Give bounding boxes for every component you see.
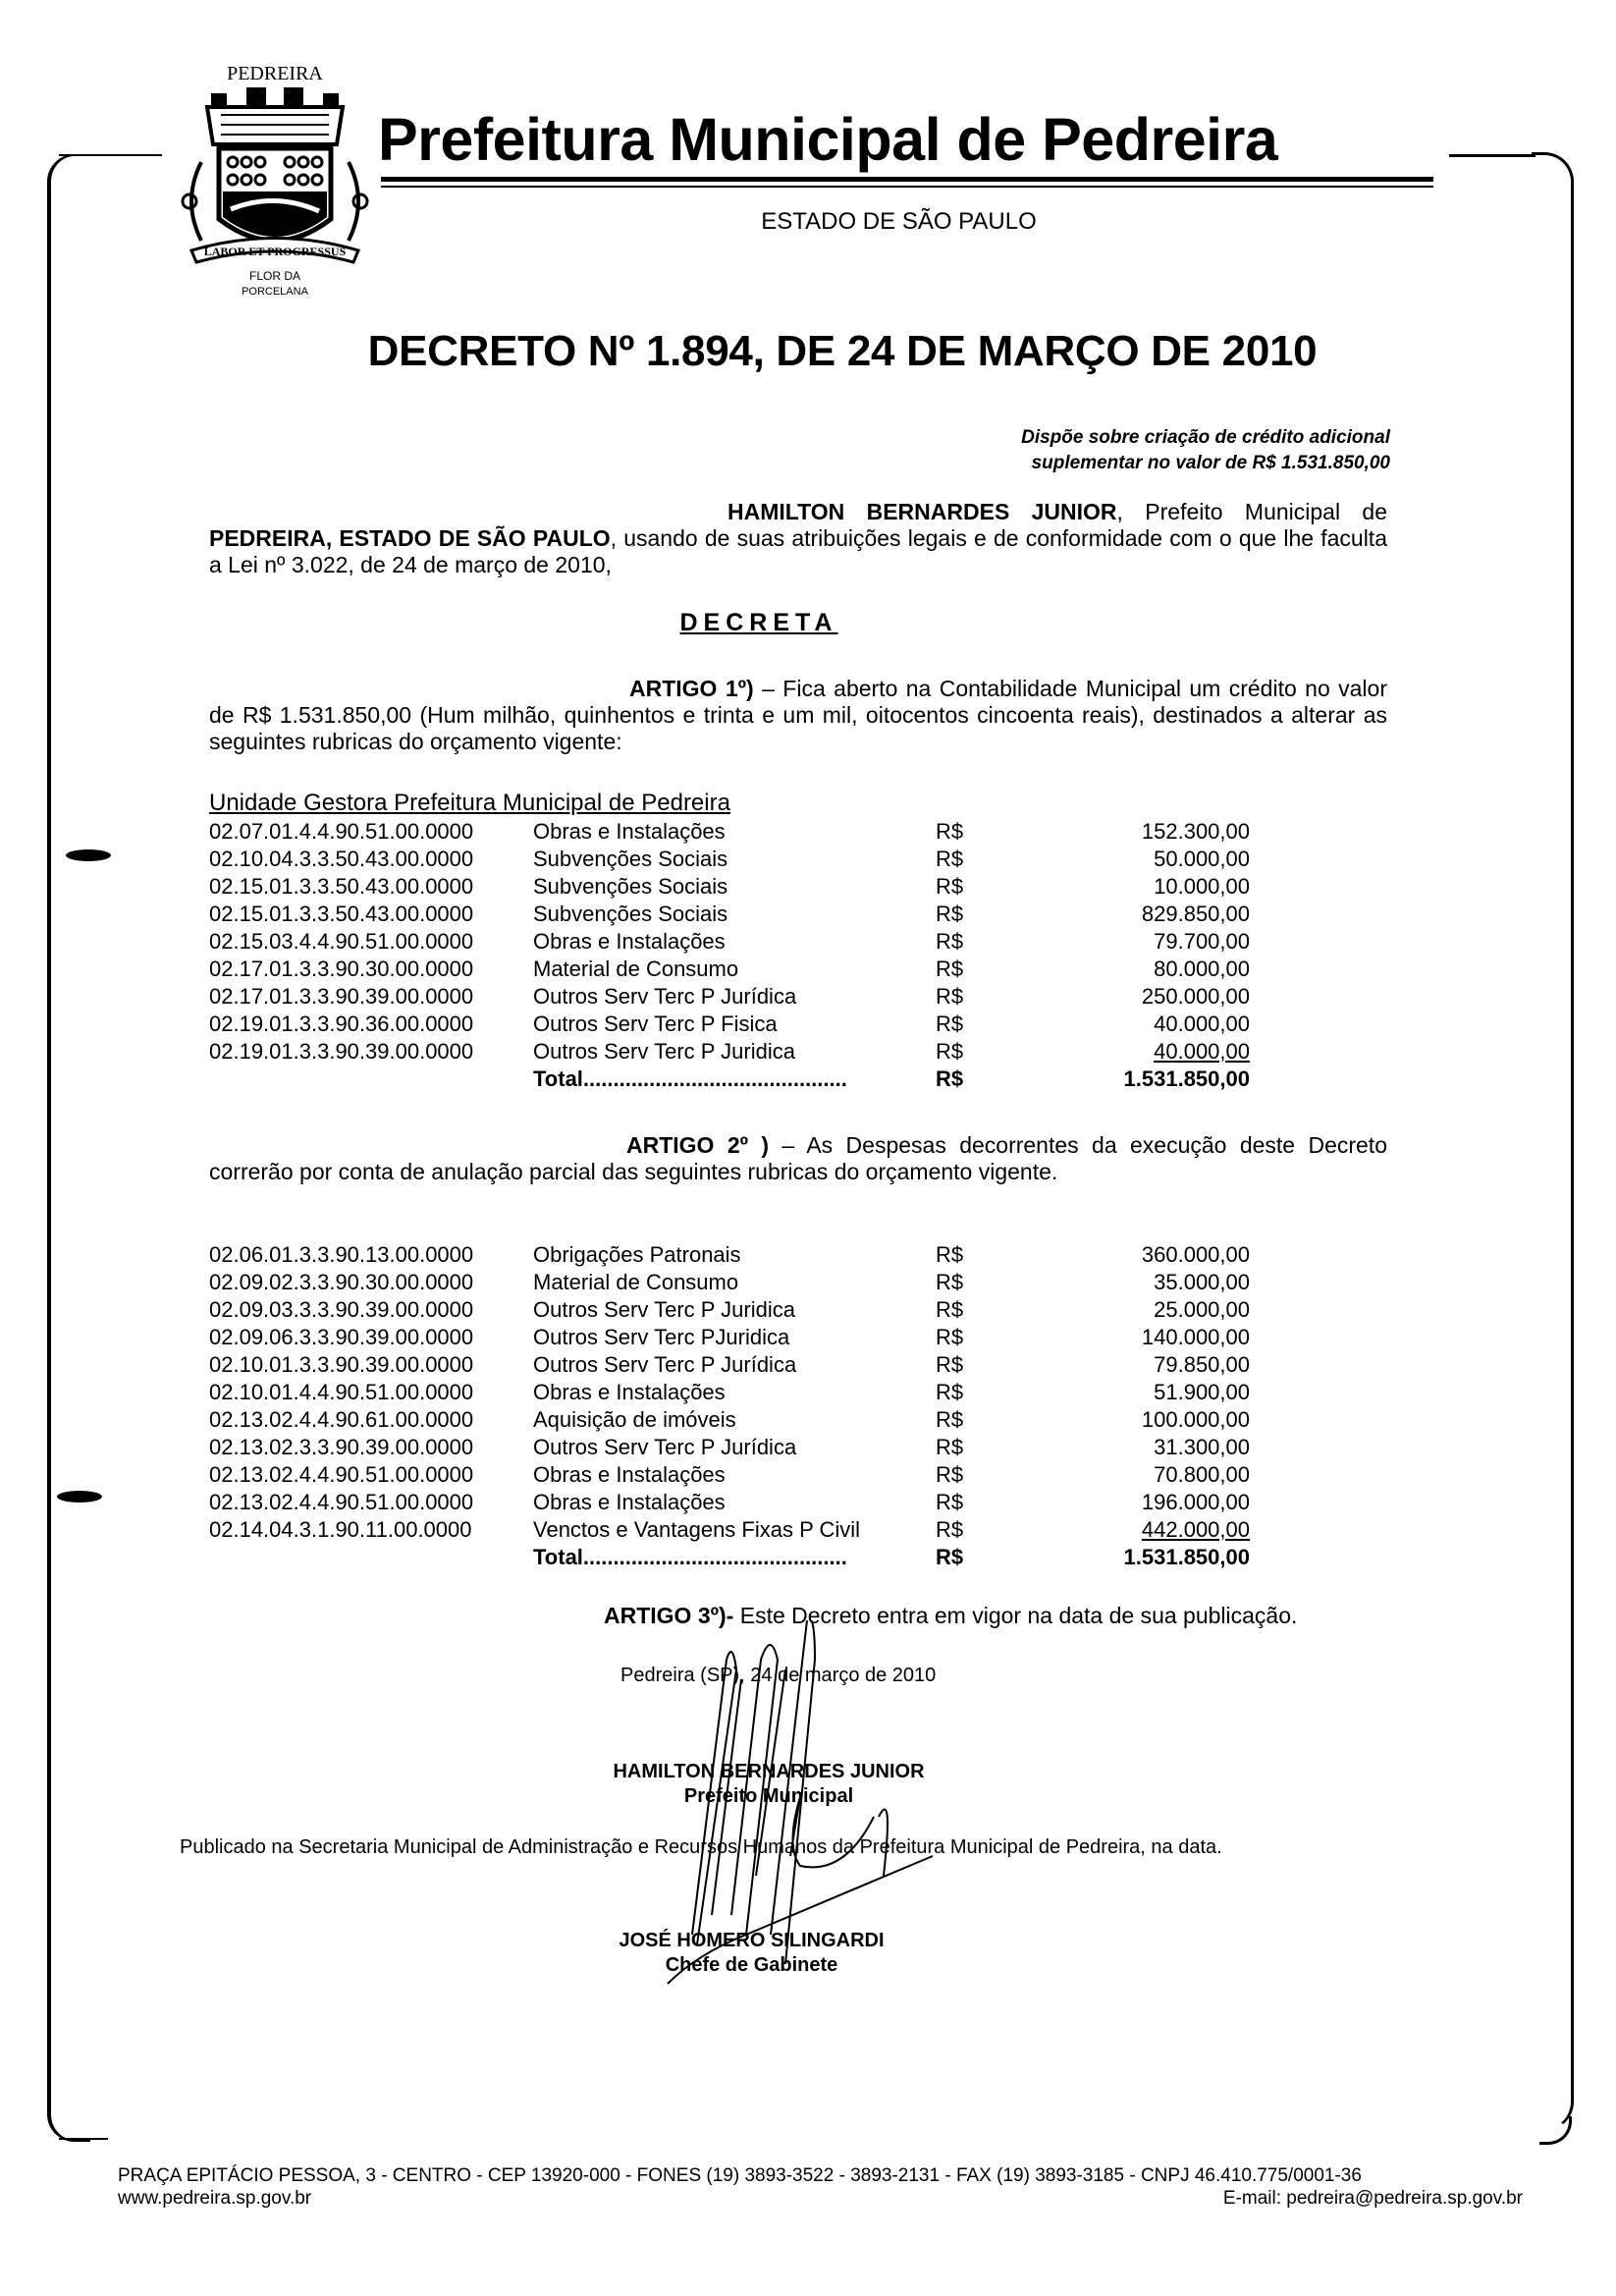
code-cell: 02.10.01.4.4.90.51.00.0000 bbox=[209, 1380, 474, 1404]
footer-address: PRAÇA EPITÁCIO PESSOA, 3 - CENTRO - CEP 13920-000 - FONES (19) 3893-3522 - 3893-2131 - FAX (19) 3893-3185 - CNPJ 46.410.775/0001-36 bbox=[118, 2165, 1362, 2186]
currency-cell: R$ bbox=[936, 1270, 964, 1294]
total-label: Total............................................ bbox=[533, 1545, 847, 1569]
title-rule-thin bbox=[381, 186, 1433, 188]
total-label: Total............................................ bbox=[533, 1066, 847, 1091]
currency-cell: R$ bbox=[936, 1435, 964, 1459]
punch-hole bbox=[57, 1491, 102, 1503]
description-cell: Outros Serv Terc P Fisica bbox=[533, 1011, 778, 1036]
currency-cell: R$ bbox=[936, 874, 964, 899]
currency-cell: R$ bbox=[936, 1242, 964, 1267]
value-cell: 140.000,00 bbox=[1141, 1325, 1250, 1349]
municipal-crest-icon bbox=[162, 54, 388, 300]
decree-title-text: DECRETO Nº 1.894, DE 24 DE MARÇO DE 2010 bbox=[367, 327, 1318, 375]
value-cell: 250.000,00 bbox=[1141, 984, 1250, 1009]
value-cell: 50.000,00 bbox=[1154, 847, 1250, 871]
artigo2-label: ARTIGO 2º ) bbox=[626, 1132, 770, 1158]
total-currency: R$ bbox=[936, 1545, 964, 1569]
value-cell-underlined: 40.000,00 bbox=[1154, 1039, 1250, 1064]
table-row bbox=[209, 1489, 1250, 1516]
decreta-heading bbox=[0, 609, 1616, 637]
table-row bbox=[209, 901, 1250, 928]
description-cell: Obras e Instalações bbox=[533, 819, 726, 844]
table-row bbox=[209, 873, 1250, 901]
currency-cell: R$ bbox=[936, 1352, 964, 1377]
currency-cell: R$ bbox=[936, 1517, 964, 1542]
description-cell: Outros Serv Terc P Jurídica bbox=[533, 984, 797, 1009]
currency-cell: R$ bbox=[936, 1011, 964, 1036]
code-cell: 02.10.04.3.3.50.43.00.0000 bbox=[209, 847, 474, 871]
code-cell: 02.13.02.3.3.90.39.00.0000 bbox=[209, 1435, 474, 1459]
table-row bbox=[209, 1351, 1250, 1379]
place-date: Pedreira (SP), 24 de março de 2010 bbox=[620, 1665, 937, 1686]
total-value: 1.531.850,00 bbox=[1123, 1066, 1250, 1091]
artigo3-label: ARTIGO 3º)- bbox=[604, 1603, 734, 1628]
code-cell: 02.19.01.3.3.90.39.00.0000 bbox=[209, 1039, 474, 1064]
table-total-row bbox=[209, 1066, 1250, 1093]
signer2-role: Chefe de Gabinete bbox=[665, 1954, 838, 1976]
page-frame-right bbox=[1532, 152, 1574, 2131]
value-cell bbox=[1014, 1038, 1250, 1066]
value-cell: 829.850,00 bbox=[1141, 902, 1250, 926]
description-cell: Outros Serv Terc P Jurídica bbox=[533, 1352, 797, 1377]
currency-cell: R$ bbox=[936, 847, 964, 871]
currency-cell: R$ bbox=[936, 1039, 964, 1064]
description-cell: Subvenções Sociais bbox=[533, 874, 728, 899]
publication-note: Publicado na Secretaria Municipal de Administração e Recursos Humanos da Prefeitura Municipal de Pedreira, na data. bbox=[180, 1836, 1222, 1858]
value-cell: 40.000,00 bbox=[1154, 1011, 1250, 1036]
crest-top-text: PEDREIRA bbox=[227, 63, 323, 84]
table-row bbox=[209, 1324, 1250, 1351]
footer-website-link[interactable]: www.pedreira.sp.gov.br bbox=[118, 2188, 312, 2209]
value-cell: 152.300,00 bbox=[1141, 819, 1250, 844]
value-cell: 25.000,00 bbox=[1154, 1297, 1250, 1322]
page-frame-right-corner bbox=[1539, 2116, 1572, 2145]
page-frame-top-left bbox=[59, 154, 162, 156]
preamble-paragraph: HAMILTON BERNARDES JUNIOR, Prefeito Municipal de PEDREIRA, ESTADO DE SÃO PAULO, usando de suas atribuições legais e de conformidade com o que lhe faculta a Lei nº 3.022, de 24 de março de 2010, bbox=[209, 499, 1387, 577]
currency-cell: R$ bbox=[936, 819, 964, 844]
decree-title bbox=[0, 327, 1616, 376]
total-currency: R$ bbox=[936, 1066, 964, 1091]
decree-summary-line1: Dispõe sobre criação de crédito adicional bbox=[1021, 427, 1390, 448]
code-cell: 02.06.01.3.3.90.13.00.0000 bbox=[209, 1242, 474, 1267]
table-row bbox=[209, 1269, 1250, 1296]
value-cell: 35.000,00 bbox=[1154, 1270, 1250, 1294]
table-row bbox=[209, 1434, 1250, 1461]
description-cell: Obras e Instalações bbox=[533, 929, 726, 954]
description-cell: Material de Consumo bbox=[533, 957, 739, 981]
table-row bbox=[209, 983, 1250, 1011]
annulment-table bbox=[209, 1241, 1250, 1571]
artigo1-label: ARTIGO 1º) bbox=[629, 676, 754, 701]
currency-cell: R$ bbox=[936, 1380, 964, 1404]
currency-cell: R$ bbox=[936, 1462, 964, 1487]
decree-summary bbox=[1021, 425, 1390, 476]
state-subtitle-text: ESTADO DE SÃO PAULO bbox=[761, 208, 1037, 235]
code-cell: 02.09.06.3.3.90.39.00.0000 bbox=[209, 1325, 474, 1349]
crest-bottom-line2: PORCELANA bbox=[242, 286, 308, 298]
value-cell-underlined: 442.000,00 bbox=[1141, 1517, 1250, 1542]
value-cell: 70.800,00 bbox=[1154, 1462, 1250, 1487]
table-row bbox=[209, 1241, 1250, 1269]
code-cell: 02.15.03.4.4.90.51.00.0000 bbox=[209, 929, 474, 954]
code-cell: 02.07.01.4.4.90.51.00.0000 bbox=[209, 819, 474, 844]
table-row bbox=[209, 1011, 1250, 1038]
code-cell: 02.19.01.3.3.90.36.00.0000 bbox=[209, 1011, 474, 1036]
description-cell: Venctos e Vantagens Fixas P Civil bbox=[533, 1517, 861, 1542]
currency-cell: R$ bbox=[936, 1325, 964, 1349]
code-cell: 02.13.02.4.4.90.51.00.0000 bbox=[209, 1490, 474, 1514]
table-row bbox=[209, 1516, 1250, 1544]
footer-email-link[interactable]: E-mail: pedreira@pedreira.sp.gov.br bbox=[1222, 2188, 1523, 2209]
crest-bottom-line1: FLOR DA bbox=[248, 269, 301, 283]
code-cell: 02.17.01.3.3.90.30.00.0000 bbox=[209, 957, 474, 981]
table-row bbox=[209, 1038, 1250, 1066]
table-row bbox=[209, 818, 1250, 846]
description-cell: Subvenções Sociais bbox=[533, 902, 728, 926]
signer2-name: JOSÉ HOMERO SILINGARDI bbox=[619, 1930, 885, 1951]
description-cell: Obras e Instalações bbox=[533, 1380, 726, 1404]
value-cell: 10.000,00 bbox=[1154, 874, 1250, 899]
description-cell: Obrigações Patronais bbox=[533, 1242, 741, 1267]
description-cell: Outros Serv Terc P Juridica bbox=[533, 1039, 795, 1064]
state-subtitle bbox=[0, 208, 1616, 236]
table-row bbox=[209, 956, 1250, 983]
description-cell: Aquisição de imóveis bbox=[533, 1407, 736, 1432]
table-row bbox=[209, 846, 1250, 873]
page-frame-left bbox=[47, 154, 90, 2142]
currency-cell: R$ bbox=[936, 902, 964, 926]
table-row bbox=[209, 1296, 1250, 1324]
credit-table bbox=[209, 789, 1250, 1093]
currency-cell: R$ bbox=[936, 1407, 964, 1432]
page-title: Prefeitura Municipal de Pedreira bbox=[378, 106, 1278, 173]
code-cell: 02.13.02.4.4.90.61.00.0000 bbox=[209, 1407, 474, 1432]
currency-cell: R$ bbox=[936, 957, 964, 981]
currency-cell: R$ bbox=[936, 1297, 964, 1322]
description-cell: Outros Serv Terc P Juridica bbox=[533, 1297, 795, 1322]
table-row bbox=[209, 1379, 1250, 1406]
table-total-row bbox=[209, 1544, 1250, 1571]
description-cell: Subvenções Sociais bbox=[533, 847, 728, 871]
decreta-text: DECRETA bbox=[679, 609, 838, 636]
code-cell: 02.15.01.3.3.50.43.00.0000 bbox=[209, 874, 474, 899]
code-cell: 02.10.01.3.3.90.39.00.0000 bbox=[209, 1352, 474, 1377]
value-cell: 360.000,00 bbox=[1141, 1242, 1250, 1267]
value-cell: 31.300,00 bbox=[1154, 1435, 1250, 1459]
value-cell: 79.700,00 bbox=[1154, 929, 1250, 954]
currency-cell: R$ bbox=[936, 984, 964, 1009]
code-cell: 02.15.01.3.3.50.43.00.0000 bbox=[209, 902, 474, 926]
artigo1-text: – Fica aberto na Contabilidade Municipal um crédito no valor de R$ 1.531.850,00 (Hum milhão, quinhentos e trinta e um mil, oitocentos cincoenta reais), destinados a alterar as seguintes rubricas do orçamento vigente: bbox=[209, 676, 1387, 754]
table-row bbox=[209, 1406, 1250, 1434]
artigo2-text: – As Despesas decorrentes da execução deste Decreto correrão por conta de anulação parcial das seguintes rubricas do orçamento vigente. bbox=[209, 1132, 1387, 1184]
code-cell: 02.09.02.3.3.90.30.00.0000 bbox=[209, 1270, 474, 1294]
signer1-role: Prefeito Municipal bbox=[683, 1785, 854, 1807]
page-frame-top-right bbox=[1449, 154, 1535, 157]
municipality-name: PEDREIRA, ESTADO DE SÃO PAULO bbox=[209, 525, 611, 551]
code-cell: 02.17.01.3.3.90.39.00.0000 bbox=[209, 984, 474, 1009]
description-cell: Obras e Instalações bbox=[533, 1490, 726, 1514]
value-cell: 79.850,00 bbox=[1154, 1352, 1250, 1377]
artigo2-paragraph bbox=[209, 1132, 1387, 1185]
table-row bbox=[209, 1461, 1250, 1489]
artigo1-paragraph bbox=[209, 676, 1387, 755]
description-cell: Outros Serv Terc PJuridica bbox=[533, 1325, 790, 1349]
total-value: 1.531.850,00 bbox=[1123, 1545, 1250, 1569]
artigo3-text: Este Decreto entra em vigor na data de sua publicação. bbox=[733, 1603, 1298, 1628]
description-cell: Outros Serv Terc P Jurídica bbox=[533, 1435, 797, 1459]
value-cell: 196.000,00 bbox=[1141, 1490, 1250, 1514]
description-cell: Material de Consumo bbox=[533, 1270, 739, 1294]
value-cell bbox=[1014, 1516, 1250, 1544]
signer1-name: HAMILTON BERNARDES JUNIOR bbox=[613, 1761, 925, 1782]
currency-cell: R$ bbox=[936, 1490, 964, 1514]
title-rule-thick bbox=[381, 177, 1433, 182]
table-row bbox=[209, 928, 1250, 956]
page-frame-bottom-left bbox=[59, 2138, 108, 2140]
value-cell: 100.000,00 bbox=[1141, 1407, 1250, 1432]
table-heading: Unidade Gestora Prefeitura Municipal de Pedreira bbox=[209, 790, 730, 816]
currency-cell: R$ bbox=[936, 929, 964, 954]
artigo3-paragraph bbox=[604, 1603, 1297, 1629]
crest-motto: LABOR ET PROGRESSUS bbox=[203, 245, 347, 258]
mayor-name: HAMILTON BERNARDES JUNIOR bbox=[727, 499, 1117, 524]
code-cell: 02.13.02.4.4.90.51.00.0000 bbox=[209, 1462, 474, 1487]
decree-summary-line2: suplementar no valor de R$ 1.531.850,00 bbox=[1031, 453, 1390, 473]
code-cell: 02.14.04.3.1.90.11.00.0000 bbox=[209, 1517, 472, 1542]
value-cell: 80.000,00 bbox=[1154, 957, 1250, 981]
punch-hole bbox=[66, 849, 111, 861]
value-cell: 51.900,00 bbox=[1154, 1380, 1250, 1404]
description-cell: Obras e Instalações bbox=[533, 1462, 726, 1487]
code-cell: 02.09.03.3.3.90.39.00.0000 bbox=[209, 1297, 474, 1322]
